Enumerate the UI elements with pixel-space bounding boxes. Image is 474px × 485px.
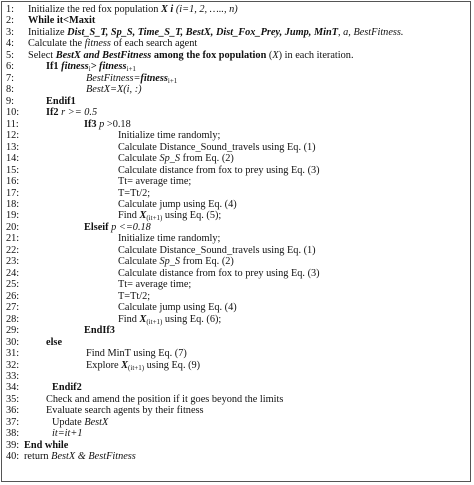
line-fragment: <=0.18 [116,221,151,233]
line-fragment: T=Tt/2; [118,290,151,302]
subscript: (it+1) [146,317,163,326]
line-text [118,291,150,302]
algorithm-line [6,199,468,210]
line-fragment: else [46,336,63,348]
line-text [118,279,191,290]
line-text [118,256,234,267]
line-text [84,325,115,336]
line-fragment: Tt= average time; [118,176,192,188]
algorithm-line [6,73,468,84]
line-fragment: Select [28,49,56,61]
line-number: 18: [6,198,20,210]
line-text [86,348,187,359]
line-text [118,199,237,210]
algorithm-line [6,325,468,336]
line-number: 27: [6,302,20,314]
line-text [28,27,403,38]
line-text [28,4,238,15]
line-fragment: Initialize time randomly; [118,233,221,245]
line-fragment: X [272,49,279,61]
line-fragment: Initialize the red fox population [28,4,161,15]
line-fragment: Sp_S [159,256,181,268]
line-fragment: Explore [86,359,122,371]
algorithm-line [6,84,468,95]
line-fragment: BestX and BestFitness [55,49,152,61]
line-text [24,440,68,451]
line-fragment: p [99,118,105,130]
line-fragment: Calculate Distance_Sound_travels using Eq. (1) [118,141,316,153]
line-fragment: Calculate distance from fox to prey using Eq. (3) [118,164,320,176]
line-number: 5: [6,49,15,61]
algorithm-line [6,291,468,302]
algorithm-line [6,4,468,15]
line-fragment: BestX & BestFitness [51,451,136,463]
line-text [46,96,76,107]
line-number: 4: [6,38,15,50]
line-fragment: fitness [84,38,111,50]
line-fragment: X [139,313,147,325]
line-fragment: BestX [84,416,109,428]
line-number: 28: [6,313,20,325]
line-number: 32: [6,359,20,371]
line-fragment: While it<Maxit [28,15,96,27]
line-text [118,314,221,325]
line-text [86,73,177,84]
line-fragment: Initialize time randomly; [118,130,221,142]
line-number: 37: [6,416,20,428]
line-number: 13: [6,141,20,153]
line-fragment: BestFitness= [86,72,141,84]
line-fragment: Dist_S_T, Sp_S, Time_S_T, BestX, Dist_Fox_Prey, Jump, MinT [67,26,338,38]
line-fragment: (i=1, 2, ….., n) [173,4,238,15]
line-number: 40: [6,451,20,463]
line-text [86,360,200,371]
line-number: 26: [6,290,20,302]
line-fragment: Evaluate search agents by their fitness [46,405,204,417]
line-number: 36: [6,405,20,417]
line-fragment: Endif1 [46,95,76,107]
line-fragment: Calculate jump using Eq. (4) [118,198,237,210]
line-fragment: If3 [84,118,100,130]
line-number: 20: [6,221,20,233]
line-text [118,210,221,221]
line-fragment: Endif2 [52,382,82,394]
line-fragment: End while [24,439,69,451]
line-number: 12: [6,130,20,142]
line-fragment: Calculate distance from fox to prey using Eq. (3) [118,267,320,279]
line-fragment: X [121,359,129,371]
line-fragment: fitness [99,61,127,73]
algorithm-line [6,27,468,38]
line-fragment: Initialize [28,26,68,38]
algorithm-line [6,245,468,256]
algorithm-line [6,337,468,348]
algorithm-line [6,38,468,49]
line-number: 9: [6,95,15,107]
line-text [84,222,151,233]
line-fragment: Check and amend the position if it goes beyond the limits [46,393,284,405]
line-number: 16: [6,176,20,188]
algorithm-line [6,165,468,176]
line-number: 21: [6,233,20,245]
algorithm-line [6,153,468,164]
line-text [46,61,136,72]
line-text [118,176,191,187]
line-fragment: Calculate [118,153,160,165]
algorithm-line [6,279,468,290]
algorithm-line [6,61,468,72]
line-text [46,107,97,118]
line-number: 22: [6,244,20,256]
line-number: 35: [6,393,20,405]
algorithm-box [1,1,471,482]
line-number: 23: [6,256,20,268]
line-number: 10: [6,107,20,119]
line-fragment: it=it+1 [52,428,83,440]
line-fragment: Find [118,210,140,222]
line-text [118,268,320,279]
algorithm-line [6,50,468,61]
algorithm-line [6,348,468,359]
line-number: 29: [6,325,20,337]
line-text [46,405,204,416]
algorithm-line [6,107,468,118]
line-fragment: Sp_S [159,153,181,165]
line-fragment: Update [52,416,85,428]
line-text [84,119,131,130]
subscript: i+1 [126,65,136,74]
line-number: 2: [6,15,15,27]
algorithm-line [6,314,468,325]
line-fragment: , [337,26,344,38]
algorithm-line [6,15,468,26]
algorithm-line [6,302,468,313]
line-number: 24: [6,267,20,279]
algorithm-line [6,222,468,233]
line-text [118,130,220,141]
line-fragment: ( [266,49,273,61]
algorithm-line [6,451,468,462]
algorithm-line [6,119,468,130]
line-fragment: If2 [46,107,62,119]
line-text [52,428,83,439]
line-fragment: >0.18 [104,118,131,130]
line-number: 30: [6,336,20,348]
subscript: i+1 [167,76,178,85]
line-number: 17: [6,187,20,199]
algorithm-line [6,382,468,393]
line-text [52,417,108,428]
line-fragment: T=Tt/2; [118,187,151,199]
line-text [118,165,320,176]
algorithm-line [6,233,468,244]
line-fragment: Elseif [84,221,112,233]
line-number: 6: [6,61,15,73]
line-text [118,245,316,256]
line-number: 8: [6,84,15,96]
algorithm-line [6,405,468,416]
line-fragment: BestX=X(i, :) [86,84,142,96]
line-text [86,84,142,95]
algorithm-line [6,256,468,267]
line-fragment: > [90,61,100,73]
line-fragment: using Eq. (5); [162,210,222,222]
line-fragment: fitness [140,72,168,84]
line-number: 31: [6,348,20,360]
line-fragment: from Eq. (2) [180,153,234,165]
line-fragment: from Eq. (2) [180,256,234,268]
line-number: 11: [6,118,19,130]
line-fragment: among the fox population [151,49,267,61]
line-fragment: X i [160,4,174,15]
line-fragment: If1 [46,61,62,73]
line-fragment: EndIf3 [84,325,115,337]
line-number: 19: [6,210,20,222]
line-fragment: Find MinT using Eq. (7) [86,348,187,360]
line-number: 7: [6,72,15,84]
line-number: 14: [6,153,20,165]
line-number: 15: [6,164,20,176]
algorithm-line [6,394,468,405]
line-fragment: Calculate Distance_Sound_travels using Eq. (1) [118,244,316,256]
algorithm-line [6,210,468,221]
line-fragment: Find [118,313,140,325]
line-fragment: of each search agent [110,38,198,50]
line-text [46,394,283,405]
line-text [118,233,220,244]
line-fragment: a, BestFitness. [343,26,404,38]
line-text [46,337,62,348]
line-fragment: ) in each iteration. [278,49,354,61]
algorithm-line [6,417,468,428]
line-fragment: using Eq. (9) [144,359,201,371]
algorithm-line [6,142,468,153]
line-number: 34: [6,382,20,394]
line-number: 25: [6,279,20,291]
line-text [28,50,354,61]
line-fragment: Calculate the [28,38,85,50]
subscript: (it+1) [128,363,145,372]
line-fragment: p [111,221,117,233]
line-fragment: using Eq. (6); [162,313,222,325]
line-text [118,188,150,199]
line-number: 38: [6,428,20,440]
line-text [118,302,237,313]
line-fragment: Calculate jump using Eq. (4) [118,302,237,314]
algorithm-line [6,428,468,439]
line-number: 39: [6,439,20,451]
line-fragment: Calculate [118,256,160,268]
algorithm-line [6,96,468,107]
line-fragment: X [139,210,147,222]
line-text [118,153,234,164]
line-text [28,38,197,49]
algorithm-line [6,188,468,199]
algorithm-line [6,440,468,451]
line-number: 1: [6,4,15,15]
line-text [118,142,316,153]
line-text [28,15,95,26]
algorithm-line [6,268,468,279]
line-fragment: fitness [61,61,89,73]
line-text [24,451,136,462]
line-fragment: return [24,451,52,463]
line-text [52,382,82,393]
subscript: (it+1) [146,214,163,223]
algorithm-lines [6,4,468,463]
line-number: 3: [6,26,15,38]
line-fragment: Tt= average time; [118,279,192,291]
algorithm-line [6,360,468,371]
algorithm-line [6,130,468,141]
subscript: i [88,65,91,74]
algorithm-line [6,176,468,187]
algorithm-line [6,371,468,382]
line-number: 33: [6,371,20,382]
line-fragment: r >= 0.5 [61,107,98,119]
